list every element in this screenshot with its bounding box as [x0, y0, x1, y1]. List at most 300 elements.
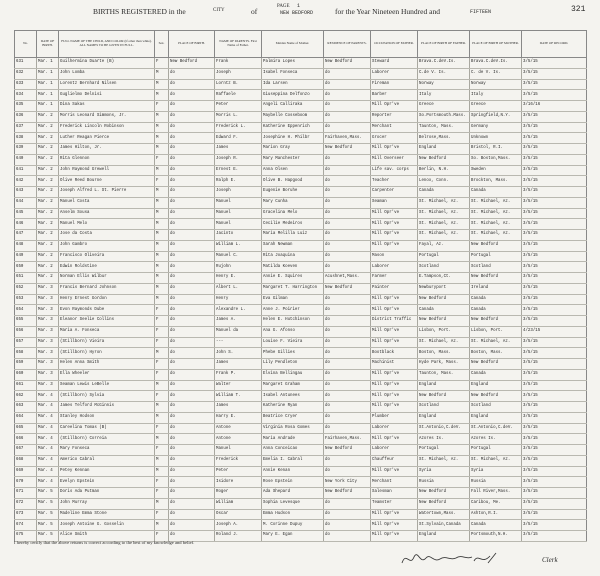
birth-place: do [169, 101, 215, 112]
father-birthplace: Hyde Park, Mass. [418, 359, 470, 370]
birth-place: do [169, 111, 215, 122]
table-row [15, 488, 587, 499]
sex: F [155, 101, 169, 112]
table-row [15, 445, 587, 456]
birth-date: Mar. 4 [37, 445, 59, 456]
record-number: 675 [15, 531, 37, 542]
father-name: Joseph [215, 68, 262, 79]
mother-birthplace: New Bedford [470, 316, 522, 327]
mother-maiden-name: Gracelina Melo [262, 208, 324, 219]
table-row [15, 79, 587, 90]
birth-place: do [169, 305, 215, 316]
record-date: 3/5/15 [522, 423, 587, 434]
parents-residence: New York City [324, 477, 371, 488]
father-birthplace: Brava.C.deV.Is. [418, 58, 470, 69]
parents-residence: do [324, 101, 371, 112]
mother-birthplace: Boston, Mass. [470, 348, 522, 359]
mother-maiden-name: Mary Manchester [262, 154, 324, 165]
mother-maiden-name: Josephine H. Philbr [262, 133, 324, 144]
sex: M [155, 348, 169, 359]
father-occupation: Mill Opr've [371, 520, 418, 531]
father-name: James A. [215, 316, 262, 327]
record-number: 672 [15, 498, 37, 509]
birth-place: do [169, 197, 215, 208]
record-number: 642 [15, 176, 37, 187]
record-date: 3/5/15 [522, 531, 587, 542]
parents-residence: do [324, 326, 371, 337]
father-birthplace: New Bedford [418, 316, 470, 327]
father-name: James [215, 402, 262, 413]
parents-residence: New Bedford [324, 445, 371, 456]
record-number: 634 [15, 90, 37, 101]
father-name: Edward F. [215, 133, 262, 144]
table-row [15, 122, 587, 133]
child-name: Luther Reagan Pierce [59, 133, 155, 144]
child-name: Anselm Sousa [59, 208, 155, 219]
mother-maiden-name: M. Corinne Dupuy [262, 520, 324, 531]
father-birthplace: Lenox, Conn. [418, 176, 470, 187]
table-row [15, 412, 587, 423]
table-row [15, 294, 587, 305]
sex: F [155, 58, 169, 69]
mother-maiden-name: Phebe Gillies [262, 348, 324, 359]
birth-date: Mar. 5 [37, 488, 59, 499]
record-date: 3/5/15 [522, 294, 587, 305]
mother-maiden-name: Angeli Calliraka [262, 101, 324, 112]
parents-residence: do [324, 412, 371, 423]
father-birthplace: Belrose,Mass. [418, 133, 470, 144]
child-name: James Telford McGinnis [59, 402, 155, 413]
parents-residence: do [324, 359, 371, 370]
child-name: Stanley Hodson [59, 412, 155, 423]
column-header: PLACE OF BIRTH OF FATHER. [418, 31, 470, 58]
clerk-signature [400, 549, 510, 569]
child-name: Careelina Tomas (B) [59, 423, 155, 434]
mother-birthplace: So. Boston,Mass. [470, 154, 522, 165]
birth-place: do [169, 369, 215, 380]
table-row [15, 477, 587, 488]
parents-residence: do [324, 520, 371, 531]
mother-birthplace: Lisbon, Port. [470, 326, 522, 337]
father-occupation: Mason [371, 251, 418, 262]
sex: M [155, 412, 169, 423]
birth-date: Mar. 2 [37, 165, 59, 176]
table-row [15, 305, 587, 316]
birth-date: Mar. 3 [37, 369, 59, 380]
column-header: PLACE OF BIRTH OF MOTHER. [470, 31, 522, 58]
record-number: 667 [15, 445, 37, 456]
sex: M [155, 144, 169, 155]
child-name: Doris Ada Putman [59, 488, 155, 499]
mother-birthplace: Syria [470, 466, 522, 477]
father-birthplace: Scotland [418, 262, 470, 273]
birth-place: do [169, 144, 215, 155]
mother-maiden-name: Giuseppina Delfonzo [262, 90, 324, 101]
child-name: John Murray [59, 498, 155, 509]
mother-birthplace: Brockton, Mass. [470, 176, 522, 187]
mother-birthplace: England [470, 412, 522, 423]
birth-date: Mar. 3 [37, 305, 59, 316]
record-date: 3/5/15 [522, 316, 587, 327]
parents-residence: do [324, 240, 371, 251]
father-occupation: Mill Opr've [371, 240, 418, 251]
mother-maiden-name: Lily Pendleton [262, 359, 324, 370]
parents-residence: do [324, 380, 371, 391]
record-number: 655 [15, 316, 37, 327]
table-row [15, 455, 587, 466]
column-header: FULL NAME OF THE CHILD, AND COLOR (if other than white). ALL NAMES TO BE GIVEN IN FULL. [59, 31, 155, 58]
birth-date: Mar. 2 [37, 219, 59, 230]
table-row [15, 337, 587, 348]
record-date: 3/5/15 [522, 154, 587, 165]
father-name: William T. [215, 391, 262, 402]
record-number: 657 [15, 337, 37, 348]
father-birthplace: England [418, 144, 470, 155]
child-name: (Stillborn) Sylvia [59, 391, 155, 402]
mother-maiden-name: Anna Olsen [262, 165, 324, 176]
birth-date: Mar. 2 [37, 122, 59, 133]
mother-birthplace: St. Michael, Az. [470, 208, 522, 219]
birth-date: Mar. 2 [37, 273, 59, 284]
father-occupation: Mill Opr've [371, 230, 418, 241]
father-birthplace: Greece [418, 101, 470, 112]
sex: F [155, 423, 169, 434]
mother-maiden-name: Eugenie Boruhe [262, 187, 324, 198]
father-occupation: Mill Opr've [371, 219, 418, 230]
father-name: Henry E. [215, 273, 262, 284]
father-occupation: Mill Opr've [371, 531, 418, 542]
child-name: James Hilton, Jr. [59, 144, 155, 155]
table-row [15, 369, 587, 380]
mother-birthplace: Portugal [470, 251, 522, 262]
record-number: 670 [15, 477, 37, 488]
father-name: Isidore [215, 477, 262, 488]
parents-residence: do [324, 316, 371, 327]
father-name: Henry [215, 294, 262, 305]
father-name: Peter [215, 466, 262, 477]
father-birthplace: St.Sylvain,Canada [418, 520, 470, 531]
sex: F [155, 326, 169, 337]
father-birthplace: St. Michael, Az. [418, 230, 470, 241]
father-name: Manuel [215, 445, 262, 456]
record-date: 3/5/15 [522, 402, 587, 413]
father-birthplace: Taunton, Mass. [418, 369, 470, 380]
sex: F [155, 316, 169, 327]
parents-residence: do [324, 230, 371, 241]
mother-birthplace: Canada [470, 187, 522, 198]
birth-place: New Bedford [169, 58, 215, 69]
mother-maiden-name: Anne J. Poirier [262, 305, 324, 316]
father-name: William L. [215, 240, 262, 251]
father-occupation: Machinist [371, 359, 418, 370]
father-occupation: Painter [371, 283, 418, 294]
birth-date: Mar. 2 [37, 197, 59, 208]
record-number: 666 [15, 434, 37, 445]
table-header-row [15, 31, 587, 58]
table-row [15, 434, 587, 445]
certification-text: I hereby certify that the above returns is correct according to the best of my knowledge and belief. [14, 540, 195, 545]
record-number: 649 [15, 251, 37, 262]
column-header: Sex. [155, 31, 169, 58]
record-number: 644 [15, 197, 37, 208]
birth-place: do [169, 283, 215, 294]
record-number: 640 [15, 154, 37, 165]
table-row [15, 68, 587, 79]
child-name: John Gambro [59, 240, 155, 251]
mother-maiden-name: Maybelle Cosseboom [262, 111, 324, 122]
column-header: No. [15, 31, 37, 58]
sex: F [155, 154, 169, 165]
record-date: 3/5/15 [522, 305, 587, 316]
record-number: 637 [15, 122, 37, 133]
child-name: Evelyn Epstein [59, 477, 155, 488]
record-date: 3/5/15 [522, 455, 587, 466]
father-occupation: Mill Opr've [371, 509, 418, 520]
parents-residence: do [324, 294, 371, 305]
father-name: Antone [215, 423, 262, 434]
birth-date: Mar. 2 [37, 187, 59, 198]
parents-residence: New Bedford [324, 144, 371, 155]
father-occupation: Barber [371, 90, 418, 101]
record-date: 3/5/15 [522, 283, 587, 294]
city-name: NEW BEDFORD [280, 10, 314, 16]
birth-date: Mar. 3 [37, 283, 59, 294]
sex: M [155, 251, 169, 262]
father-birthplace: Portugal [418, 251, 470, 262]
child-name: Eleanor Seelie Collins [59, 316, 155, 327]
parents-residence: do [324, 122, 371, 133]
record-number: 636 [15, 111, 37, 122]
parents-residence: do [324, 251, 371, 262]
record-date: 3/5/15 [522, 165, 587, 176]
father-birthplace: England [418, 412, 470, 423]
record-number: 652 [15, 283, 37, 294]
birth-date: Mar. 2 [37, 176, 59, 187]
birth-place: do [169, 154, 215, 165]
mother-maiden-name: Cecilie Medeiros [262, 219, 324, 230]
parents-residence: do [324, 219, 371, 230]
birth-place: do [169, 337, 215, 348]
child-name: Helen Anna Smith [59, 359, 155, 370]
father-birthplace: St. Michael, Az. [418, 337, 470, 348]
birth-place: do [169, 326, 215, 337]
mother-maiden-name: Annie Kenan [262, 466, 324, 477]
parents-residence: do [324, 466, 371, 477]
child-name: Joseph Alfred L. St. Pierre [59, 187, 155, 198]
birth-date: Mar. 1 [37, 58, 59, 69]
child-name: Petey Kennan [59, 466, 155, 477]
table-row [15, 509, 587, 520]
mother-birthplace: St. Michael, Az. [470, 230, 522, 241]
mother-maiden-name: Louise F. Vieira [262, 337, 324, 348]
father-occupation: Mill Opr've [371, 380, 418, 391]
father-name: Alexandre L. [215, 305, 262, 316]
record-number: 651 [15, 273, 37, 284]
father-birthplace: Boston, Mass. [418, 348, 470, 359]
sex: M [155, 273, 169, 284]
father-name: Peter [215, 101, 262, 112]
father-occupation: Plumber [371, 412, 418, 423]
year-value: FIFTEEN [470, 9, 492, 15]
father-birthplace: So.Portsmouth.Mass. [418, 111, 470, 122]
father-birthplace: Russia [418, 477, 470, 488]
birth-place: do [169, 412, 215, 423]
mother-birthplace: New Bedford [470, 273, 522, 284]
parents-residence: do [324, 423, 371, 434]
table-row [15, 187, 587, 198]
parents-residence: do [324, 531, 371, 542]
father-name: Frank P. [215, 369, 262, 380]
birth-place: do [169, 466, 215, 477]
birth-date: Mar. 3 [37, 380, 59, 391]
birth-place: do [169, 208, 215, 219]
mother-birthplace: New Bedford [470, 359, 522, 370]
father-name: Manuel C. [215, 251, 262, 262]
birth-place: do [169, 262, 215, 273]
birth-date: Mar. 4 [37, 434, 59, 445]
birth-date: Mar. 2 [37, 240, 59, 251]
birth-place: do [169, 251, 215, 262]
child-name: Francisco Oliveira [59, 251, 155, 262]
birth-place: do [169, 402, 215, 413]
father-name: William [215, 498, 262, 509]
sex: M [155, 208, 169, 219]
birth-place: do [169, 230, 215, 241]
father-occupation: Mill Opr've [371, 466, 418, 477]
father-occupation: Mill Opr've [371, 326, 418, 337]
mother-birthplace: Portsmouth,N.H. [470, 531, 522, 542]
child-name: Lorentz Bernhard Nilsen [59, 79, 155, 90]
record-date: 3/5/15 [522, 273, 587, 284]
birth-place: do [169, 434, 215, 445]
father-birthplace: Taunton, Mass. [418, 122, 470, 133]
father-occupation: Reporter [371, 111, 418, 122]
mother-birthplace: St. Michael, Az. [470, 455, 522, 466]
sex: M [155, 165, 169, 176]
child-name: Henry Ernest Gordon [59, 294, 155, 305]
mother-birthplace: Norway [470, 79, 522, 90]
father-name: Harry E. [215, 412, 262, 423]
child-name: Manuel Costa [59, 197, 155, 208]
father-occupation: Mill Opr've [371, 294, 418, 305]
child-name: Olive Reed Bourne [59, 176, 155, 187]
record-number: 631 [15, 58, 37, 69]
father-name: Jacinto [215, 230, 262, 241]
mother-birthplace: Azores Is. [470, 434, 522, 445]
column-header: PLACE OF BIRTH. [169, 31, 215, 58]
father-occupation: Mill Opr've [371, 101, 418, 112]
mother-maiden-name: Rose Epstein [262, 477, 324, 488]
table-row [15, 402, 587, 413]
sex: M [155, 111, 169, 122]
record-number: 656 [15, 326, 37, 337]
mother-maiden-name: Ana G. Afonso [262, 326, 324, 337]
father-occupation: Steward [371, 58, 418, 69]
record-date: 3/5/15 [522, 187, 587, 198]
mother-maiden-name: Sophia Levesque [262, 498, 324, 509]
table-row [15, 520, 587, 531]
father-occupation: Merchant [371, 122, 418, 133]
year-label: for the Year Nineteen Hundred and [335, 7, 440, 16]
parents-residence: do [324, 187, 371, 198]
birth-place: do [169, 133, 215, 144]
father-birthplace: St. Michael, Az. [418, 455, 470, 466]
page-number: 321 [571, 5, 586, 14]
parents-residence: do [324, 391, 371, 402]
record-number: 632 [15, 68, 37, 79]
birth-place: do [169, 423, 215, 434]
mother-birthplace: St.Antonio,C.deV. [470, 423, 522, 434]
father-name: --- [215, 337, 262, 348]
mother-maiden-name: Olive B. Hapgood [262, 176, 324, 187]
mother-birthplace: Canada [470, 369, 522, 380]
table-row [15, 133, 587, 144]
mother-maiden-name: Sarah Newman [262, 240, 324, 251]
father-occupation: Salesman [371, 488, 418, 499]
record-date: 3/5/15 [522, 477, 587, 488]
father-birthplace: Berlin, N.H. [418, 165, 470, 176]
mother-maiden-name: Katherine Ryan [262, 402, 324, 413]
mother-birthplace: Canada [470, 294, 522, 305]
table-row [15, 348, 587, 359]
father-birthplace: C.de V. Is. [418, 68, 470, 79]
table-row [15, 283, 587, 294]
birth-date: Mar. 2 [37, 251, 59, 262]
child-name: Manuel Melo [59, 219, 155, 230]
sex: M [155, 230, 169, 241]
parents-residence: Fairhaven,Mass. [324, 434, 371, 445]
father-name: Manuel [215, 219, 262, 230]
mother-maiden-name: Ada Shepard [262, 488, 324, 499]
birth-place: do [169, 520, 215, 531]
father-name: James [215, 359, 262, 370]
father-occupation: Laborer [371, 68, 418, 79]
father-birthplace: Italy [418, 90, 470, 101]
father-birthplace: Portugal [418, 445, 470, 456]
father-name: Rujohn [215, 262, 262, 273]
father-occupation: Mill Opr've [371, 208, 418, 219]
child-name: (Stillborn) Vieira [59, 337, 155, 348]
birth-date: Mar. 2 [37, 262, 59, 273]
father-occupation: Life sav. corps [371, 165, 418, 176]
parents-residence: Fairhaven,Mass. [324, 133, 371, 144]
mother-maiden-name: Elvina Bellingau [262, 369, 324, 380]
record-date: 3/5/15 [522, 509, 587, 520]
father-occupation: Mill Overseer [371, 154, 418, 165]
table-row [15, 90, 587, 101]
father-name: Morris L. [215, 111, 262, 122]
father-name: Albert L. [215, 283, 262, 294]
record-number: 638 [15, 133, 37, 144]
father-occupation: Mill Opr've [371, 369, 418, 380]
mother-birthplace: Russia [470, 477, 522, 488]
mother-birthplace: Fall River,Mass. [470, 488, 522, 499]
sex: M [155, 197, 169, 208]
table-row [15, 498, 587, 509]
mother-maiden-name: Isabel Antunees [262, 391, 324, 402]
mother-maiden-name: Rita Joaquina [262, 251, 324, 262]
register-title: BIRTHS REGISTERED in the [93, 7, 186, 16]
birth-place: do [169, 90, 215, 101]
table-row [15, 359, 587, 370]
child-name: Francis Bernard Johnson [59, 283, 155, 294]
sex: F [155, 509, 169, 520]
record-date: 3/5/15 [522, 58, 587, 69]
birth-date: Mar. 1 [37, 68, 59, 79]
mother-birthplace: New Bedford [470, 240, 522, 251]
birth-date: Mar. 2 [37, 111, 59, 122]
city-label: CITY [213, 8, 225, 13]
